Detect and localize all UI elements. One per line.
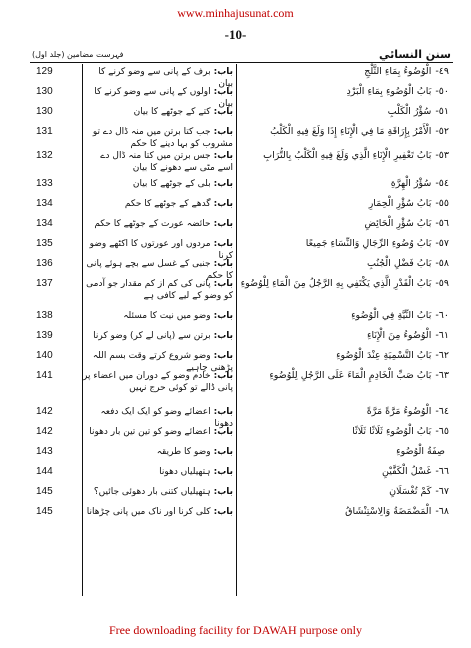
chapter-title-urdu-text: ہتھیلیاں دھونا bbox=[159, 467, 211, 477]
chapter-title-urdu-text: جب کتا برتن میں منہ ڈال دے تو مشروب کو بہا دینے کا حکم bbox=[92, 127, 233, 149]
chapter-title-urdu bbox=[83, 370, 233, 394]
chapter-number: ٦٥- bbox=[435, 426, 449, 437]
page-ref: 135 bbox=[36, 238, 53, 249]
chapter-title-urdu-text: کلی کرنا اور ناک میں پانی چڑھانا bbox=[86, 507, 211, 517]
chapter-title-urdu-text: جس برتن میں کتا منہ ڈال دے اسے مٹی سے دھونے کا بیان bbox=[100, 151, 233, 173]
page-ref: 139 bbox=[36, 330, 53, 341]
contents-row bbox=[0, 350, 471, 373]
bab-label: باب: bbox=[213, 107, 233, 117]
page-ref: 136 bbox=[36, 258, 53, 269]
page-ref: 130 bbox=[36, 106, 53, 117]
page-ref: 129 bbox=[36, 66, 53, 77]
chapter-title-arabic bbox=[239, 506, 449, 518]
chapter-number: ٦٦- bbox=[435, 466, 449, 477]
chapter-title-urdu-text: کتے کے جوٹھے کا بیان bbox=[133, 107, 211, 117]
chapter-title-urdu bbox=[83, 278, 233, 302]
contents-row bbox=[0, 238, 471, 261]
chapter-title-urdu bbox=[83, 150, 233, 174]
contents-row bbox=[0, 330, 471, 350]
page-number: -10- bbox=[224, 27, 247, 42]
chapter-number: ٥٢- bbox=[435, 126, 449, 137]
chapter-title-arabic-text: صِفَةُ الْوُضُوءِ bbox=[396, 446, 445, 457]
page-ref: 142 bbox=[36, 426, 53, 437]
book-title: سنن النسائي bbox=[378, 48, 451, 61]
chapter-title-urdu bbox=[83, 218, 233, 230]
chapter-title-arabic-text: بَابُ تَعْفِيرِ الْإِنَاءِ الَّذِي وَلَغَ فِيهِ الْكَلْبُ بِالتُّرَابِ bbox=[263, 150, 432, 161]
chapter-title-arabic-text: سُؤْرُ الْهِرَّةِ bbox=[390, 178, 432, 189]
chapter-number: ٦٢- bbox=[435, 350, 449, 361]
contents-row bbox=[0, 446, 471, 466]
chapter-number: ٥٦- bbox=[435, 218, 449, 229]
chapter-title-arabic bbox=[239, 466, 449, 478]
page-ref: 145 bbox=[36, 486, 53, 497]
chapter-title-arabic bbox=[239, 310, 449, 322]
chapter-title-urdu bbox=[83, 466, 233, 478]
bab-label: باب: bbox=[213, 371, 233, 381]
chapter-title-arabic-text: الْمَضْمَضَةُ وَالِاسْتِنْشَاقُ bbox=[345, 506, 432, 517]
chapter-number: ٥٨- bbox=[435, 258, 449, 269]
chapter-title-arabic-text: بَابُ فَضْلِ الْجُنُبِ bbox=[366, 258, 432, 269]
chapter-title-arabic-text: غَسْلُ الْكَفَّيْنِ bbox=[382, 466, 432, 477]
bab-label: باب: bbox=[213, 427, 233, 437]
bab-label: باب: bbox=[213, 67, 233, 77]
chapter-title-arabic-text: كَمْ تُغْسَلَانِ bbox=[389, 486, 432, 497]
chapter-title-urdu bbox=[83, 126, 233, 150]
chapter-number: ٦٣- bbox=[435, 370, 449, 381]
chapter-title-arabic-text: بَابُ سُؤْرِ الْحَائِضِ bbox=[364, 218, 432, 229]
bab-label: باب: bbox=[213, 239, 233, 249]
chapter-number: ٦٧- bbox=[435, 486, 449, 497]
chapter-title-urdu-text: مردوں اور عورتوں کا اکٹھے وضو کرنا bbox=[89, 239, 233, 261]
chapter-title-arabic bbox=[239, 178, 449, 190]
contents-row bbox=[0, 426, 471, 446]
bab-label: باب: bbox=[213, 487, 233, 497]
page-ref: 138 bbox=[36, 310, 53, 321]
bab-label: باب: bbox=[213, 151, 233, 161]
page-ref: 144 bbox=[36, 466, 53, 477]
chapter-number: ٦٠- bbox=[435, 310, 449, 321]
chapter-title-urdu bbox=[83, 198, 233, 210]
bab-label: باب: bbox=[213, 259, 233, 269]
bab-label: باب: bbox=[213, 199, 233, 209]
chapter-title-urdu-text: اعضائے وضو کو تین تین بار دھونا bbox=[89, 427, 211, 437]
contents-row bbox=[0, 178, 471, 198]
contents-row bbox=[0, 86, 471, 109]
chapter-title-urdu bbox=[83, 446, 233, 458]
chapter-title-urdu-text: ہتھیلیاں کتنی بار دھوئی جائیں؟ bbox=[93, 487, 211, 497]
chapter-title-arabic bbox=[239, 350, 449, 362]
chapter-title-arabic bbox=[239, 86, 449, 98]
chapter-title-arabic bbox=[239, 126, 449, 138]
contents-row bbox=[0, 486, 471, 506]
chapter-title-arabic-text: بَابُ سُؤْرِ الْحِمَارِ bbox=[368, 198, 432, 209]
chapter-number: ٦٨- bbox=[435, 506, 449, 517]
chapter-title-arabic-text: سُؤْرُ الْكَلْبِ bbox=[387, 106, 432, 117]
page-ref: 130 bbox=[36, 86, 53, 97]
bab-label: باب: bbox=[213, 127, 233, 137]
chapter-title-urdu bbox=[83, 506, 233, 518]
chapter-title-arabic bbox=[239, 426, 449, 438]
bab-label: باب: bbox=[213, 331, 233, 341]
chapter-title-urdu bbox=[83, 178, 233, 190]
chapter-title-urdu-text: خادم وضو کے دوران میں اعضاء پر پانی ڈالے تو کوئی حرج نہیں bbox=[83, 371, 233, 393]
chapter-title-arabic-text: بَابُ التَّسْمِيَةِ عِنْدَ الْوُضُوءِ bbox=[336, 350, 432, 361]
chapter-number: ٤٩- bbox=[435, 66, 449, 77]
footer-note: Free downloading facility for DAWAH purpose only bbox=[109, 623, 362, 637]
chapter-title-arabic bbox=[239, 258, 449, 270]
chapter-title-urdu-text: پانی کی کم از کم مقدار جو آدمی کو وضو کے لیے کافی ہے bbox=[86, 279, 233, 301]
chapter-title-arabic-text: الْأَمْرُ بِإِرَاقَةِ مَا فِي الْإِنَاءِ إِذَا وَلَغَ فِيهِ الْكَلْبُ bbox=[270, 126, 432, 137]
chapter-title-urdu-text: اعضائے وضو کو ایک ایک دفعہ دھونا bbox=[100, 407, 233, 429]
page-ref: 134 bbox=[36, 198, 53, 209]
chapter-title-arabic-text: بَابُ النِّيَّةِ فِي الْوُضُوءِ bbox=[351, 310, 432, 321]
contents-row bbox=[0, 506, 471, 526]
page-ref: 133 bbox=[36, 178, 53, 189]
chapter-title-arabic bbox=[239, 106, 449, 118]
chapter-number: ٥٠- bbox=[435, 86, 449, 97]
chapter-title-arabic bbox=[239, 278, 449, 290]
bab-label: باب: bbox=[213, 447, 233, 457]
chapter-number: ٦٤- bbox=[435, 406, 449, 417]
chapter-title-arabic bbox=[239, 198, 449, 210]
contents-row bbox=[0, 198, 471, 218]
chapter-title-arabic bbox=[239, 66, 449, 78]
page-ref: 140 bbox=[36, 350, 53, 361]
chapter-title-urdu bbox=[83, 486, 233, 498]
chapter-number: ٥١- bbox=[435, 106, 449, 117]
contents-row bbox=[0, 106, 471, 126]
chapter-number: ٥٩- bbox=[435, 278, 449, 289]
page-ref: 134 bbox=[36, 218, 53, 229]
chapter-title-arabic-text: الْوُضُوءُ بِمَاءِ الثَّلْجِ bbox=[364, 66, 432, 77]
contents-row bbox=[0, 406, 471, 429]
contents-row bbox=[0, 66, 471, 89]
bab-label: باب: bbox=[213, 507, 233, 517]
index-label: فہرست مضامین (جلد اول) bbox=[32, 50, 124, 59]
page-ref: 141 bbox=[36, 370, 53, 381]
chapter-title-urdu-text: برتن سے (پانی لے کر) وضو کرنا bbox=[93, 331, 211, 341]
page-ref: 131 bbox=[36, 126, 53, 137]
chapter-title-arabic bbox=[239, 486, 449, 498]
chapter-number: ٥٣- bbox=[435, 150, 449, 161]
chapter-title-arabic bbox=[239, 370, 449, 382]
page-ref: 143 bbox=[36, 446, 53, 457]
chapter-title-urdu-text: جنبی کے غسل سے بچے ہوئے پانی کا حکم bbox=[86, 259, 233, 281]
contents-row bbox=[0, 258, 471, 281]
page-ref: 142 bbox=[36, 406, 53, 417]
chapter-title-arabic bbox=[239, 218, 449, 230]
chapter-title-urdu bbox=[83, 426, 233, 438]
bab-label: باب: bbox=[213, 219, 233, 229]
contents-row bbox=[0, 466, 471, 486]
chapter-title-arabic bbox=[239, 406, 449, 418]
bab-label: باب: bbox=[213, 311, 233, 321]
chapter-title-arabic bbox=[239, 330, 449, 342]
bab-label: باب: bbox=[213, 467, 233, 477]
contents-row bbox=[0, 278, 471, 301]
chapter-title-arabic-text: بَابُ الْوُضُوءِ بِمَاءِ الْبَرْدِ bbox=[346, 86, 432, 97]
chapter-title-urdu bbox=[83, 106, 233, 118]
chapter-number: ٦١- bbox=[435, 330, 449, 341]
chapter-title-arabic bbox=[239, 446, 449, 458]
chapter-number: ٥٤- bbox=[435, 178, 449, 189]
site-url: www.minhajusunat.com bbox=[177, 6, 294, 20]
bab-label: باب: bbox=[213, 407, 233, 417]
chapter-title-arabic-text: الْوُضُوءُ مَرَّةً مَرَّةً bbox=[366, 406, 432, 417]
chapter-title-arabic-text: بَابُ وُضُوءِ الرِّجَالِ وَالنِّسَاءِ جَمِيعًا bbox=[305, 238, 432, 249]
contents-row bbox=[0, 370, 471, 393]
chapter-title-urdu-text: گدھے کے جوٹھے کا حکم bbox=[124, 199, 211, 209]
contents-row bbox=[0, 126, 471, 149]
chapter-title-urdu bbox=[83, 310, 233, 322]
contents-row bbox=[0, 150, 471, 173]
chapter-title-arabic bbox=[239, 238, 449, 250]
page-ref: 132 bbox=[36, 150, 53, 161]
bab-label: باب: bbox=[213, 87, 233, 97]
bab-label: باب: bbox=[213, 351, 233, 361]
chapter-title-urdu-text: بلی کے جوٹھے کا بیان bbox=[132, 179, 211, 189]
chapter-title-arabic-text: بَابُ صَبِّ الْخَادِمِ الْمَاءَ عَلَى الرَّجُلِ لِلْوُضُوءِ bbox=[269, 370, 432, 381]
chapter-title-urdu-text: حائضہ عورت کے جوٹھے کا حکم bbox=[94, 219, 211, 229]
chapter-number: ٥٥- bbox=[435, 198, 449, 209]
page-ref: 137 bbox=[36, 278, 53, 289]
contents-row bbox=[0, 218, 471, 238]
chapter-title-urdu bbox=[83, 330, 233, 342]
contents-row bbox=[0, 310, 471, 330]
chapter-number: ٥٧- bbox=[435, 238, 449, 249]
chapter-title-urdu-text: وضو میں نیت کا مسئلہ bbox=[123, 311, 211, 321]
page-ref: 145 bbox=[36, 506, 53, 517]
chapter-title-urdu-text: وضو کا طریقہ bbox=[156, 447, 211, 457]
header-rule bbox=[30, 62, 453, 63]
chapter-title-arabic bbox=[239, 150, 449, 162]
chapter-title-urdu-text: اولوں کے پانی سے وضو کرنے کا بیان bbox=[94, 87, 233, 109]
chapter-title-arabic-text: بَابُ الْقَدْرِ الَّذِي يَكْتَفِي بِهِ الرَّجُلُ مِنَ الْمَاءِ لِلْوُضُوءِ bbox=[240, 278, 432, 289]
chapter-title-urdu-text: برف کے پانی سے وضو کرنے کا بیان bbox=[98, 67, 233, 89]
bab-label: باب: bbox=[213, 279, 233, 289]
chapter-title-arabic-text: بَابُ الْوُضُوءِ ثَلَاثًا ثَلَاثًا bbox=[352, 426, 432, 437]
chapter-title-urdu-text: وضو شروع کرتے وقت بسم اللہ پڑھنی چاہیے bbox=[92, 351, 233, 373]
bab-label: باب: bbox=[213, 179, 233, 189]
chapter-title-arabic-text: الْوُضُوءُ مِنَ الْإِنَاءِ bbox=[367, 330, 432, 341]
